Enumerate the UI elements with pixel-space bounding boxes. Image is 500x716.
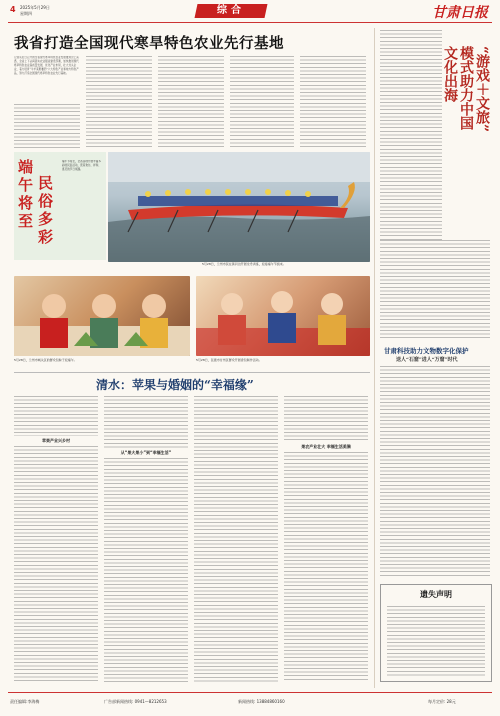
dragon-boat-title-1: 端 午 将 至: [18, 158, 34, 230]
feature-col-4a: [284, 396, 368, 442]
feature-separator: [14, 372, 370, 373]
right-feature-title-line-2: 模式助力中国: [458, 46, 474, 130]
dragon-boat-title-block: [14, 152, 106, 260]
sachet-photo-caption: 5月28日，张掖市甘州区群众开展香包制作活动。: [196, 358, 262, 362]
feature-subhead-2: 从“果大果小”到“幸福生活”: [120, 450, 172, 455]
footer-reporter: 新闻热线: 13884860160: [238, 699, 285, 704]
section-label: 综合: [217, 5, 245, 16]
feature-col-1a: [14, 396, 98, 436]
footer-ad-phone: 广告部新闻热线: 0941—8212653: [104, 699, 167, 704]
right-col-text-2: [380, 240, 490, 340]
agri-title: 甘肃科技助力文物数字化保护: [384, 347, 469, 355]
dragon-boat-illustration: [108, 152, 370, 262]
main-article-lead: 记者从近日召开的全省现代寒旱特色农业发展推进会上获悉，全省上下认真落实农业强省建设部署，加快推进现代寒旱特色农业高质量发展，优化产业布局，壮大龙头企业，着力培育“牛羊菜果薯药”六大特色产业和地方特色产品，努力打造全国现代寒旱特色农业先行基地。: [14, 56, 79, 75]
footer-price: 每月定价: 28元: [428, 699, 456, 704]
issue-weekday: 星期四: [20, 11, 32, 16]
dragon-boat-photo: [108, 152, 370, 262]
feature-col-2b: [104, 458, 188, 682]
issue-date: 2025年5月29日: [20, 5, 50, 10]
right-feature-title: [442, 46, 490, 236]
page-number: 4: [10, 5, 16, 14]
sachet-photo: [196, 276, 370, 356]
dragon-boat-title-2: 民 俗 多 彩: [38, 174, 54, 246]
agri-text: [380, 366, 490, 576]
sachet-illustration: [196, 276, 370, 356]
main-article-col-4: [230, 56, 294, 148]
right-feature-title-line-1: “游戏＋文旅”: [474, 46, 490, 133]
dragon-boat-blurb: 端午节将至，全省各地开展丰富多彩的民俗活动，营造欢乐、祥和、喜庆的节日氛围。: [62, 160, 101, 171]
feature-subhead-3: 果农产业壮大 幸福生活美满: [301, 444, 351, 449]
page-header: [0, 0, 500, 26]
zongzi-illustration: [14, 276, 190, 356]
main-article-col-2: [86, 56, 152, 148]
notice-box: [380, 584, 492, 682]
feature-col-4b: [284, 452, 368, 682]
feature-col-2a: [104, 396, 188, 448]
feature-col-1b: [14, 446, 98, 682]
zongzi-photo-caption: 5月28日，兰州市城关区的群众包粽子迎端午。: [14, 358, 77, 362]
zongzi-photo: [14, 276, 190, 356]
notice-body: [387, 606, 485, 676]
feature-subhead-1: 苹果产业兴乡村: [42, 438, 70, 443]
main-headline: 我省打造全国现代寒旱特色农业先行基地: [14, 35, 284, 52]
right-feature-title-line-3: 文化出海: [442, 46, 458, 102]
footer-editor: 责任编辑:李海梅: [10, 699, 40, 704]
agri-subtitle: 送人“石窟”进人“万窟”时代: [396, 357, 458, 363]
feature-col-3: [194, 396, 278, 682]
right-col-text-1: [380, 30, 442, 240]
main-article-col-1: [14, 104, 80, 148]
notice-title: 遗失声明: [420, 589, 452, 599]
right-column-divider: [374, 28, 375, 688]
main-article-col-3: [158, 56, 224, 148]
main-article-col-5: [300, 56, 366, 148]
feature-headline: 清水：苹果与婚姻的“幸福缘”: [96, 378, 254, 392]
dragon-boat-photo-caption: 5月28日，兰州市民在黄河边开展龙舟训练，迎接端午节到来。: [202, 262, 286, 266]
footer: [8, 692, 492, 711]
masthead-logo: 甘肃日报: [432, 5, 488, 21]
